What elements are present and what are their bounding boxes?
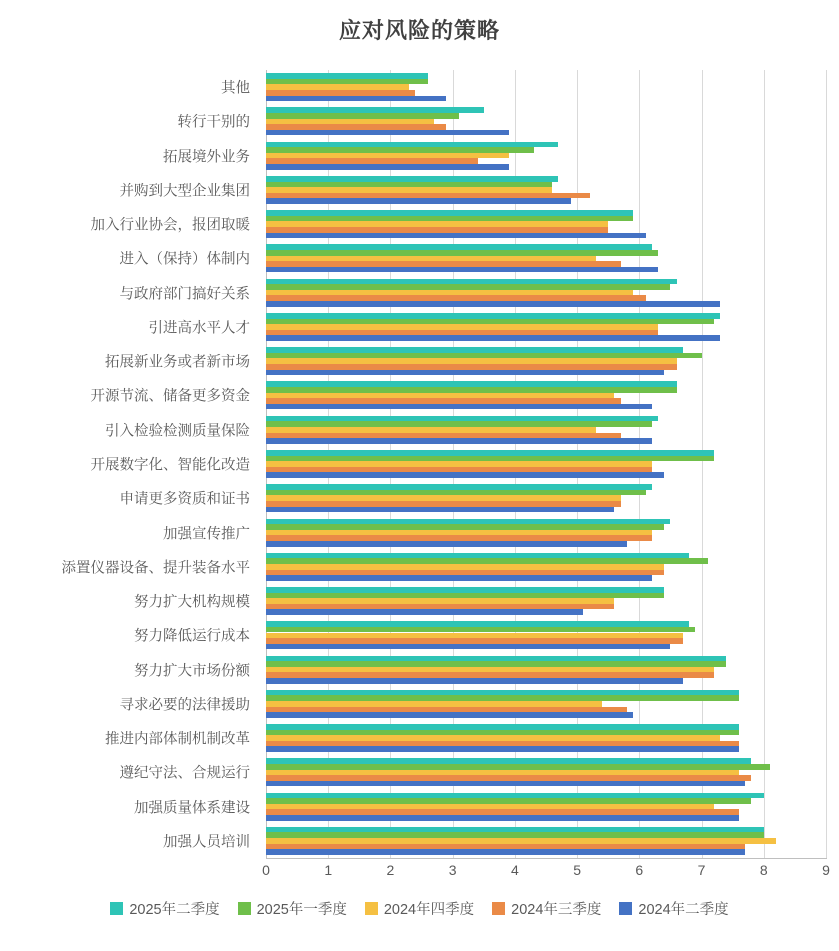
legend-swatch bbox=[110, 902, 123, 915]
bar-group bbox=[266, 104, 826, 138]
category-label: 遵纪守法、合规运行 bbox=[119, 765, 250, 782]
x-axis-tick-labels bbox=[262, 862, 830, 884]
category-label: 努力扩大市场份额 bbox=[134, 663, 250, 680]
bar bbox=[266, 267, 658, 273]
plot-area bbox=[266, 70, 826, 858]
x-axis-tick: 0 bbox=[262, 862, 270, 878]
x-axis-tick: 3 bbox=[448, 862, 457, 878]
category-label: 开展数字化、智能化改造 bbox=[90, 457, 250, 474]
legend-label: 2024年三季度 bbox=[511, 902, 602, 918]
category-label: 与政府部门搞好关系 bbox=[119, 286, 250, 303]
legend-item[interactable] bbox=[365, 898, 474, 919]
bar bbox=[266, 678, 683, 684]
category-label: 努力扩大机构规模 bbox=[134, 594, 250, 611]
x-axis-line bbox=[266, 858, 827, 859]
bar bbox=[266, 164, 509, 170]
legend-item[interactable] bbox=[110, 898, 219, 919]
bar-group bbox=[266, 515, 826, 549]
category-label: 申请更多资质和证书 bbox=[119, 491, 250, 508]
category-label: 进入（保持）体制内 bbox=[119, 251, 250, 268]
bar bbox=[266, 370, 664, 376]
legend-swatch bbox=[492, 902, 505, 915]
category-label: 拓展境外业务 bbox=[163, 149, 250, 166]
bar bbox=[266, 609, 583, 615]
bar bbox=[266, 746, 739, 752]
legend-item[interactable] bbox=[492, 898, 601, 919]
bar-group bbox=[266, 413, 826, 447]
bar-group bbox=[266, 618, 826, 652]
category-label: 加强宣传推广 bbox=[163, 526, 250, 543]
x-axis-tick: 5 bbox=[573, 862, 582, 878]
category-label: 转行干别的 bbox=[177, 114, 250, 131]
bar-group bbox=[266, 789, 826, 823]
bar-group bbox=[266, 824, 826, 858]
category-label: 努力降低运行成本 bbox=[134, 628, 250, 645]
category-label: 推进内部体制机制改革 bbox=[105, 731, 250, 748]
legend-swatch bbox=[238, 902, 251, 915]
category-label: 添置仪器设备、提升装备水平 bbox=[61, 560, 250, 577]
bar-group bbox=[266, 207, 826, 241]
bar-group bbox=[266, 755, 826, 789]
bar bbox=[266, 712, 633, 718]
bar-group bbox=[266, 652, 826, 686]
bar-group bbox=[266, 241, 826, 275]
bar-group bbox=[266, 447, 826, 481]
bar bbox=[266, 507, 614, 513]
bar-group bbox=[266, 584, 826, 618]
bar-group bbox=[266, 310, 826, 344]
category-label: 其他 bbox=[221, 80, 250, 97]
category-label: 加强质量体系建设 bbox=[134, 800, 250, 817]
bar bbox=[266, 96, 446, 102]
bar-group bbox=[266, 378, 826, 412]
bar bbox=[266, 781, 745, 787]
bar bbox=[266, 335, 720, 341]
x-axis-tick: 2 bbox=[386, 862, 395, 878]
legend-label: 2025年二季度 bbox=[129, 902, 220, 918]
legend-label: 2025年一季度 bbox=[256, 902, 347, 918]
bar-group bbox=[266, 276, 826, 310]
legend-label: 2024年四季度 bbox=[383, 902, 475, 918]
x-axis-tick: 9 bbox=[822, 862, 830, 878]
category-label: 开源节流、储备更多资金 bbox=[90, 388, 250, 405]
category-label: 引入检验检测质量保险 bbox=[105, 423, 250, 440]
category-label: 并购到大型企业集团 bbox=[119, 183, 250, 200]
bar-group bbox=[266, 687, 826, 721]
bar bbox=[266, 438, 652, 444]
legend-swatch bbox=[365, 902, 378, 915]
bar bbox=[266, 849, 745, 855]
category-label: 加强人员培训 bbox=[163, 834, 250, 851]
bar bbox=[266, 404, 652, 410]
category-label: 加入行业协会，报团取暖 bbox=[90, 217, 250, 234]
bar bbox=[266, 472, 664, 478]
x-axis-tick: 8 bbox=[759, 862, 768, 878]
bar-group bbox=[266, 70, 826, 104]
chart-title: 应对风险的策略 bbox=[338, 18, 500, 43]
bar bbox=[266, 233, 646, 239]
category-label: 拓展新业务或者新市场 bbox=[105, 354, 250, 371]
bar bbox=[266, 301, 720, 307]
category-axis bbox=[0, 70, 258, 858]
x-axis-tick: 6 bbox=[635, 862, 644, 878]
bar-group bbox=[266, 721, 826, 755]
x-axis-tick: 1 bbox=[324, 862, 333, 878]
legend-item[interactable] bbox=[238, 898, 347, 919]
bar-group bbox=[266, 139, 826, 173]
legend-swatch bbox=[619, 902, 632, 915]
chart-legend bbox=[0, 898, 839, 919]
bar-group bbox=[266, 481, 826, 515]
legend-item[interactable] bbox=[619, 898, 728, 919]
bar bbox=[266, 815, 739, 821]
bar bbox=[266, 198, 571, 204]
bar bbox=[266, 130, 509, 136]
category-label: 寻求必要的法律援助 bbox=[119, 697, 250, 714]
legend-label: 2024年二季度 bbox=[638, 902, 729, 918]
bar bbox=[266, 575, 652, 581]
gridline bbox=[826, 70, 827, 858]
bar bbox=[266, 644, 670, 650]
x-axis-tick: 4 bbox=[510, 862, 519, 878]
bar-group bbox=[266, 173, 826, 207]
x-axis-tick: 7 bbox=[697, 862, 706, 878]
bar-group bbox=[266, 550, 826, 584]
bar-group bbox=[266, 344, 826, 378]
bar bbox=[266, 541, 627, 547]
category-label: 引进高水平人才 bbox=[148, 320, 250, 337]
